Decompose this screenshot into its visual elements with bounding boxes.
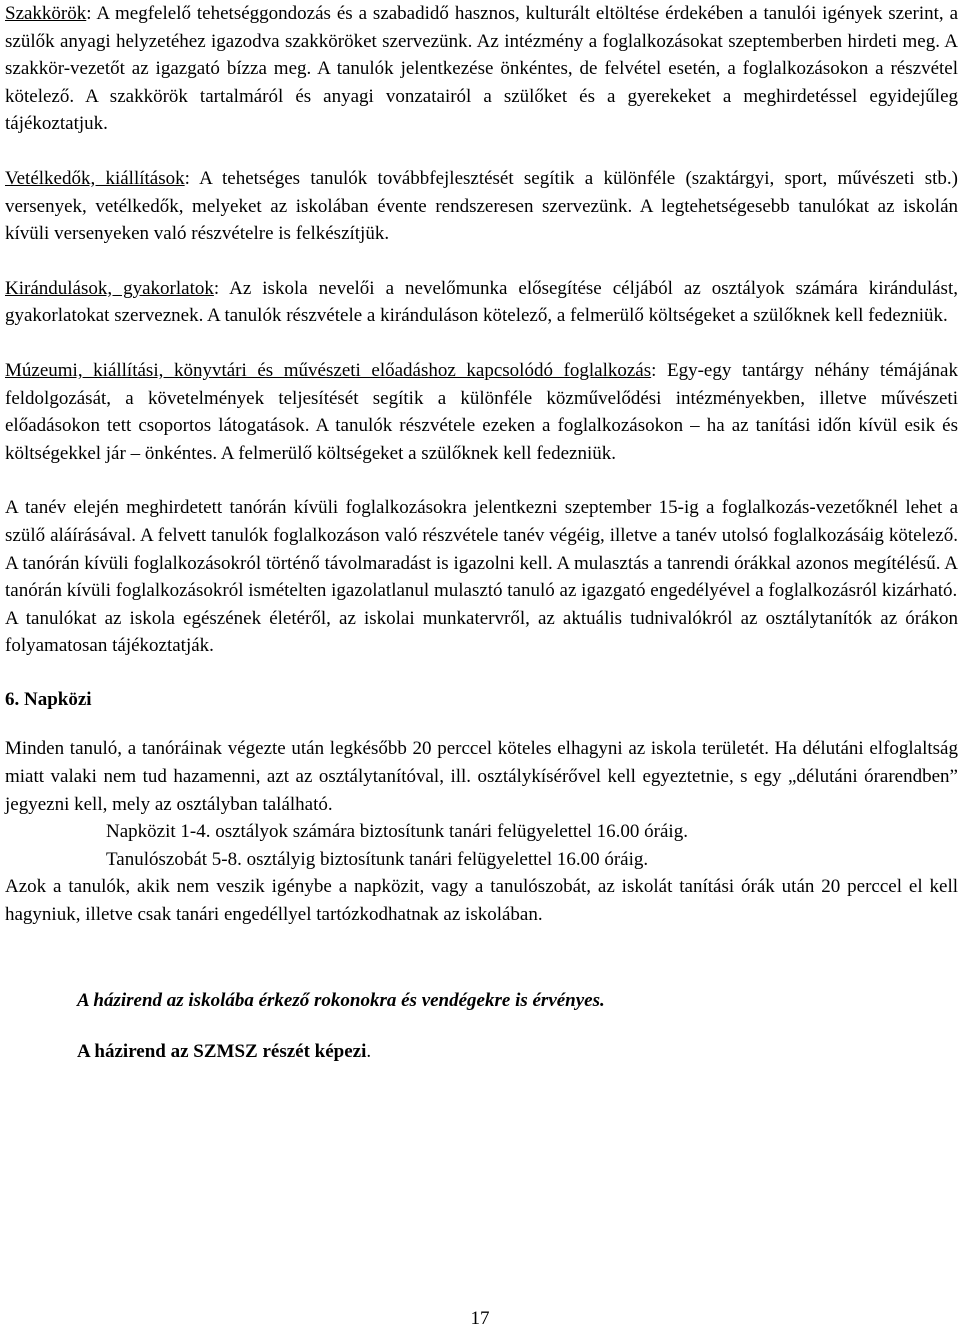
paragraph-title: Vetélkedők, kiállítások: [5, 167, 185, 189]
paragraph-tajekoztatas: A tanulókat az iskola egészének életéről, az iskolai munkatervről, az aktuális tudnivalókról az osztálytanítók az órákon folyamatosan tájékoztatják.: [5, 607, 958, 657]
paragraph-muzeumi: [5, 357, 958, 467]
paragraph-szakkorok: [5, 0, 958, 138]
paragraph-jelentkezes: A tanév elején meghirdetett tanórán kívüli foglalkozásokra jelentkezni szeptember 15-ig a foglalkozás-vezetőknél lehet a szülő aláírásával. A felvett tanulók foglalkozáson való részvétele tanév végéig, illetve a tanév utolsó foglalkozásáig kötelező. A tanórán kívüli foglalkozásokról történő távolmaradást is igazolni kell. A mulasztás a tanrendi órákkal azonos megítélésű. A tanórán kívüli foglalkozásokról ismételten igazolatlanul mulasztó tanuló az igazgató engedélyével a foglalkozásról kizárható.: [5, 497, 958, 602]
paragraph-title: Kirándulások, gyakorlatok: [5, 277, 214, 299]
paragraph-text: : Egy-egy tantárgy néhány témájának feldolgozását, a követelmények teljesítését segítik a különféle közművelődési intézményekben, illetve művészeti előadásokon tett csoportos látogatások. A tanulók részvétele ezeken a foglalkozásokon – ha az tanítási időn kívül esik és költségekkel jár – önkéntes. A felmerülő költségeket a szülőknek kell fedezniük.: [5, 359, 958, 464]
paragraph-text: : Az iskola nevelői a nevelőmunka elősegítése céljából az osztályok számára kirándulást, gyakorlatokat szerveznek. A tanulók részvétele a kiránduláson kötelező, a felmerülő költségeket a szülőknek kell fedezniük.: [5, 277, 958, 327]
paragraph-title: Szakkörök: [5, 3, 87, 24]
section-heading: 6. Napközi: [5, 688, 92, 710]
napkozi-line: Napközit 1-4. osztályok számára biztosítunk tanári felügyelettel 16.00 óráig.: [106, 821, 688, 843]
tanuloszoba-line: Tanulószobát 5-8. osztályig biztosítunk tanári felügyelettel 16.00 óráig.: [106, 848, 649, 870]
document-page: [5, 0, 958, 1066]
closing-bold-note: [5, 1038, 958, 1066]
closing-bold-period: .: [366, 1041, 372, 1063]
paragraph-vetelkedok: [5, 165, 958, 248]
paragraph-napkozi-intro: Minden tanuló, a tanóráinak végezte után legkésőbb 20 perccel köteles elhagyni az iskola területét. Ha délutáni elfoglaltság miatt valaki nem tud hazamenni, azt az osztálytanítóval, ill. osztálykísérővel kell egyeztetnie, s egy „délutáni órarendben” jegyezni kell, mely az osztályban található.: [5, 738, 958, 815]
paragraph-text: : A tehetséges tanulók továbbfejlesztését segítik a különféle (szaktárgyi, sport, művészeti stb.) versenyek, vetélkedők, melyeket az iskolában évente rendszeresen szervezünk. A legtehetségesebb tanulókat az iskolán kívüli versenyeken való részvételre is felkészítjük.: [5, 167, 958, 245]
closing-bold-text: A házirend az SZMSZ részét képezi: [77, 1041, 367, 1063]
page-number: 17: [470, 1308, 490, 1329]
paragraph-napkozi-rules: Azok a tanulók, akik nem veszik igénybe a napközit, vagy a tanulószobát, az iskolát tanítási órák után 20 perccel el kell hagyniuk, illetve csak tanári engedéllyel tartózkodhatnak az iskolában.: [5, 876, 958, 926]
paragraph-title: Múzeumi, kiállítási, könyvtári és művészeti előadáshoz kapcsolódó foglalkozás: [5, 359, 652, 381]
paragraph-kirandulasok: [5, 275, 958, 330]
closing-italic-note: A házirend az iskolába érkező rokonokra és vendégekre is érvényes.: [77, 989, 605, 1011]
paragraph-text: : A megfelelő tehetséggondozás és a szabadidő hasznos, kulturált eltöltése érdekében a tanulói igények szerint, a szülők anyagi helyzetéhez igazodva szakköröket szervezünk. Az intézmény a foglalkozásokat szeptemberben hirdeti meg. A szakkör-vezetőt az igazgató bízza meg. A tanulók jelentkezése önkéntes, de felvétel esetén, a foglalkozásokon a részvétel kötelező. A szakkörök tartalmáról és anyagi vonzatairól a szülőket és a gyerekeket a meghirdetéssel egyidejűleg tájékoztatjuk.: [5, 3, 958, 135]
